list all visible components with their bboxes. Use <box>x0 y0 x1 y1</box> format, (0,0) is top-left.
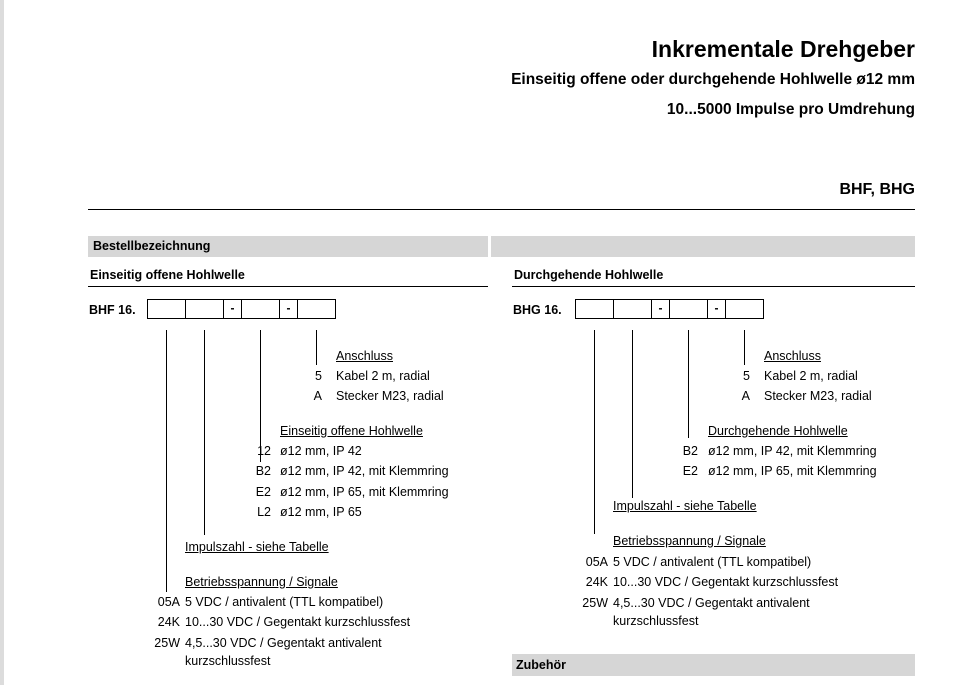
left-pulses-label: Impulszahl - siehe Tabelle <box>185 540 329 554</box>
right-voltage-line <box>594 330 595 534</box>
left-code-dash-2: - <box>286 301 291 315</box>
left-shaft-code: L2 <box>257 505 271 519</box>
left-shaft-option: ø12 mm, IP 65, mit Klemmring <box>280 485 449 499</box>
left-heading: Einseitig offene Hohlwelle <box>90 268 245 282</box>
right-heading: Durchgehende Hohlwelle <box>514 268 664 282</box>
right-connection-code: 5 <box>743 369 750 383</box>
left-connection-line <box>316 330 317 365</box>
left-shaft-option: ø12 mm, IP 42, mit Klemmring <box>280 464 449 478</box>
left-connection-option: Kabel 2 m, radial <box>336 369 430 383</box>
left-voltage-code: 24K <box>157 615 180 629</box>
page-edge <box>0 0 4 685</box>
left-type-code: BHF 16. <box>89 303 136 317</box>
right-type-code: BHG 16. <box>513 303 562 317</box>
document-subtitle: Einseitig offene oder durchgehende Hohlwelle ø12 mm <box>511 71 915 88</box>
left-pulses-line <box>204 330 205 535</box>
left-voltage-code: 25W <box>154 636 180 650</box>
right-voltage-code: 05A <box>585 555 608 569</box>
left-voltage-option: 4,5...30 VDC / Gegentakt antivalent <box>185 636 382 650</box>
left-shaft-code: E2 <box>255 485 271 499</box>
right-code-dash-2: - <box>714 301 719 315</box>
left-connection-option: Stecker M23, radial <box>336 389 444 403</box>
left-shaft-line <box>260 330 261 462</box>
left-voltage-line <box>166 330 167 592</box>
model-name: BHF, BHG <box>839 181 915 198</box>
right-pulses-line <box>632 330 633 498</box>
left-code-box-pulses <box>185 299 224 319</box>
left-shaft-option: ø12 mm, IP 65 <box>280 505 362 519</box>
document-subtitle-2: 10...5000 Impulse pro Umdrehung <box>666 101 915 118</box>
right-connection-option: Kabel 2 m, radial <box>764 369 858 383</box>
left-voltage-label: Betriebsspannung / Signale <box>185 575 338 589</box>
order-heading: Bestellbezeichnung <box>93 239 211 253</box>
order-banner-left <box>88 236 488 257</box>
left-shaft-option: ø12 mm, IP 42 <box>280 444 362 458</box>
right-connection-option: Stecker M23, radial <box>764 389 872 403</box>
right-voltage-code: 25W <box>582 596 608 610</box>
right-voltage-label: Betriebsspannung / Signale <box>613 534 766 548</box>
right-shaft-label: Durchgehende Hohlwelle <box>708 424 848 438</box>
right-pulses-label: Impulszahl - siehe Tabelle <box>613 499 757 513</box>
right-code-box-connection <box>725 299 764 319</box>
right-shaft-option: ø12 mm, IP 65, mit Klemmring <box>708 464 877 478</box>
accessories-banner <box>512 654 915 676</box>
left-code-dash: - <box>230 301 235 315</box>
left-voltage-option-cont: kurzschlussfest <box>185 654 271 668</box>
left-connection-label: Anschluss <box>336 349 393 363</box>
left-connection-code: 5 <box>315 369 322 383</box>
left-code-box-voltage <box>147 299 186 319</box>
right-voltage-option: 4,5...30 VDC / Gegentakt antivalent <box>613 596 810 610</box>
left-shaft-code: 12 <box>257 444 271 458</box>
right-connection-code: A <box>741 389 750 403</box>
left-voltage-option: 10...30 VDC / Gegentakt kurzschlussfest <box>185 615 411 629</box>
right-code-box-voltage <box>575 299 614 319</box>
left-voltage-code: 05A <box>157 595 180 609</box>
right-shaft-code: B2 <box>682 444 698 458</box>
right-shaft-code: E2 <box>682 464 698 478</box>
left-shaft-code: B2 <box>255 464 271 478</box>
left-shaft-label: Einseitig offene Hohlwelle <box>280 424 423 438</box>
header-rule <box>88 209 915 210</box>
left-heading-rule <box>88 286 488 287</box>
left-voltage-option: 5 VDC / antivalent (TTL kompatibel) <box>185 595 384 609</box>
right-connection-line <box>744 330 745 365</box>
order-banner-right <box>491 236 915 257</box>
right-code-box-pulses <box>613 299 652 319</box>
left-code-box-shaft <box>241 299 280 319</box>
right-voltage-code: 24K <box>585 575 608 589</box>
right-code-box-shaft <box>669 299 708 319</box>
left-code-box-connection <box>297 299 336 319</box>
right-shaft-option: ø12 mm, IP 42, mit Klemmring <box>708 444 877 458</box>
right-voltage-option-cont: kurzschlussfest <box>613 614 699 628</box>
right-connection-label: Anschluss <box>764 349 821 363</box>
accessories-heading: Zubehör <box>516 658 566 672</box>
right-code-dash: - <box>658 301 663 315</box>
right-voltage-option: 10...30 VDC / Gegentakt kurzschlussfest <box>613 575 839 589</box>
left-connection-code: A <box>313 389 322 403</box>
right-shaft-line <box>688 330 689 438</box>
right-voltage-option: 5 VDC / antivalent (TTL kompatibel) <box>613 555 812 569</box>
document-title: Inkrementale Drehgeber <box>651 36 915 62</box>
right-heading-rule <box>512 286 915 287</box>
